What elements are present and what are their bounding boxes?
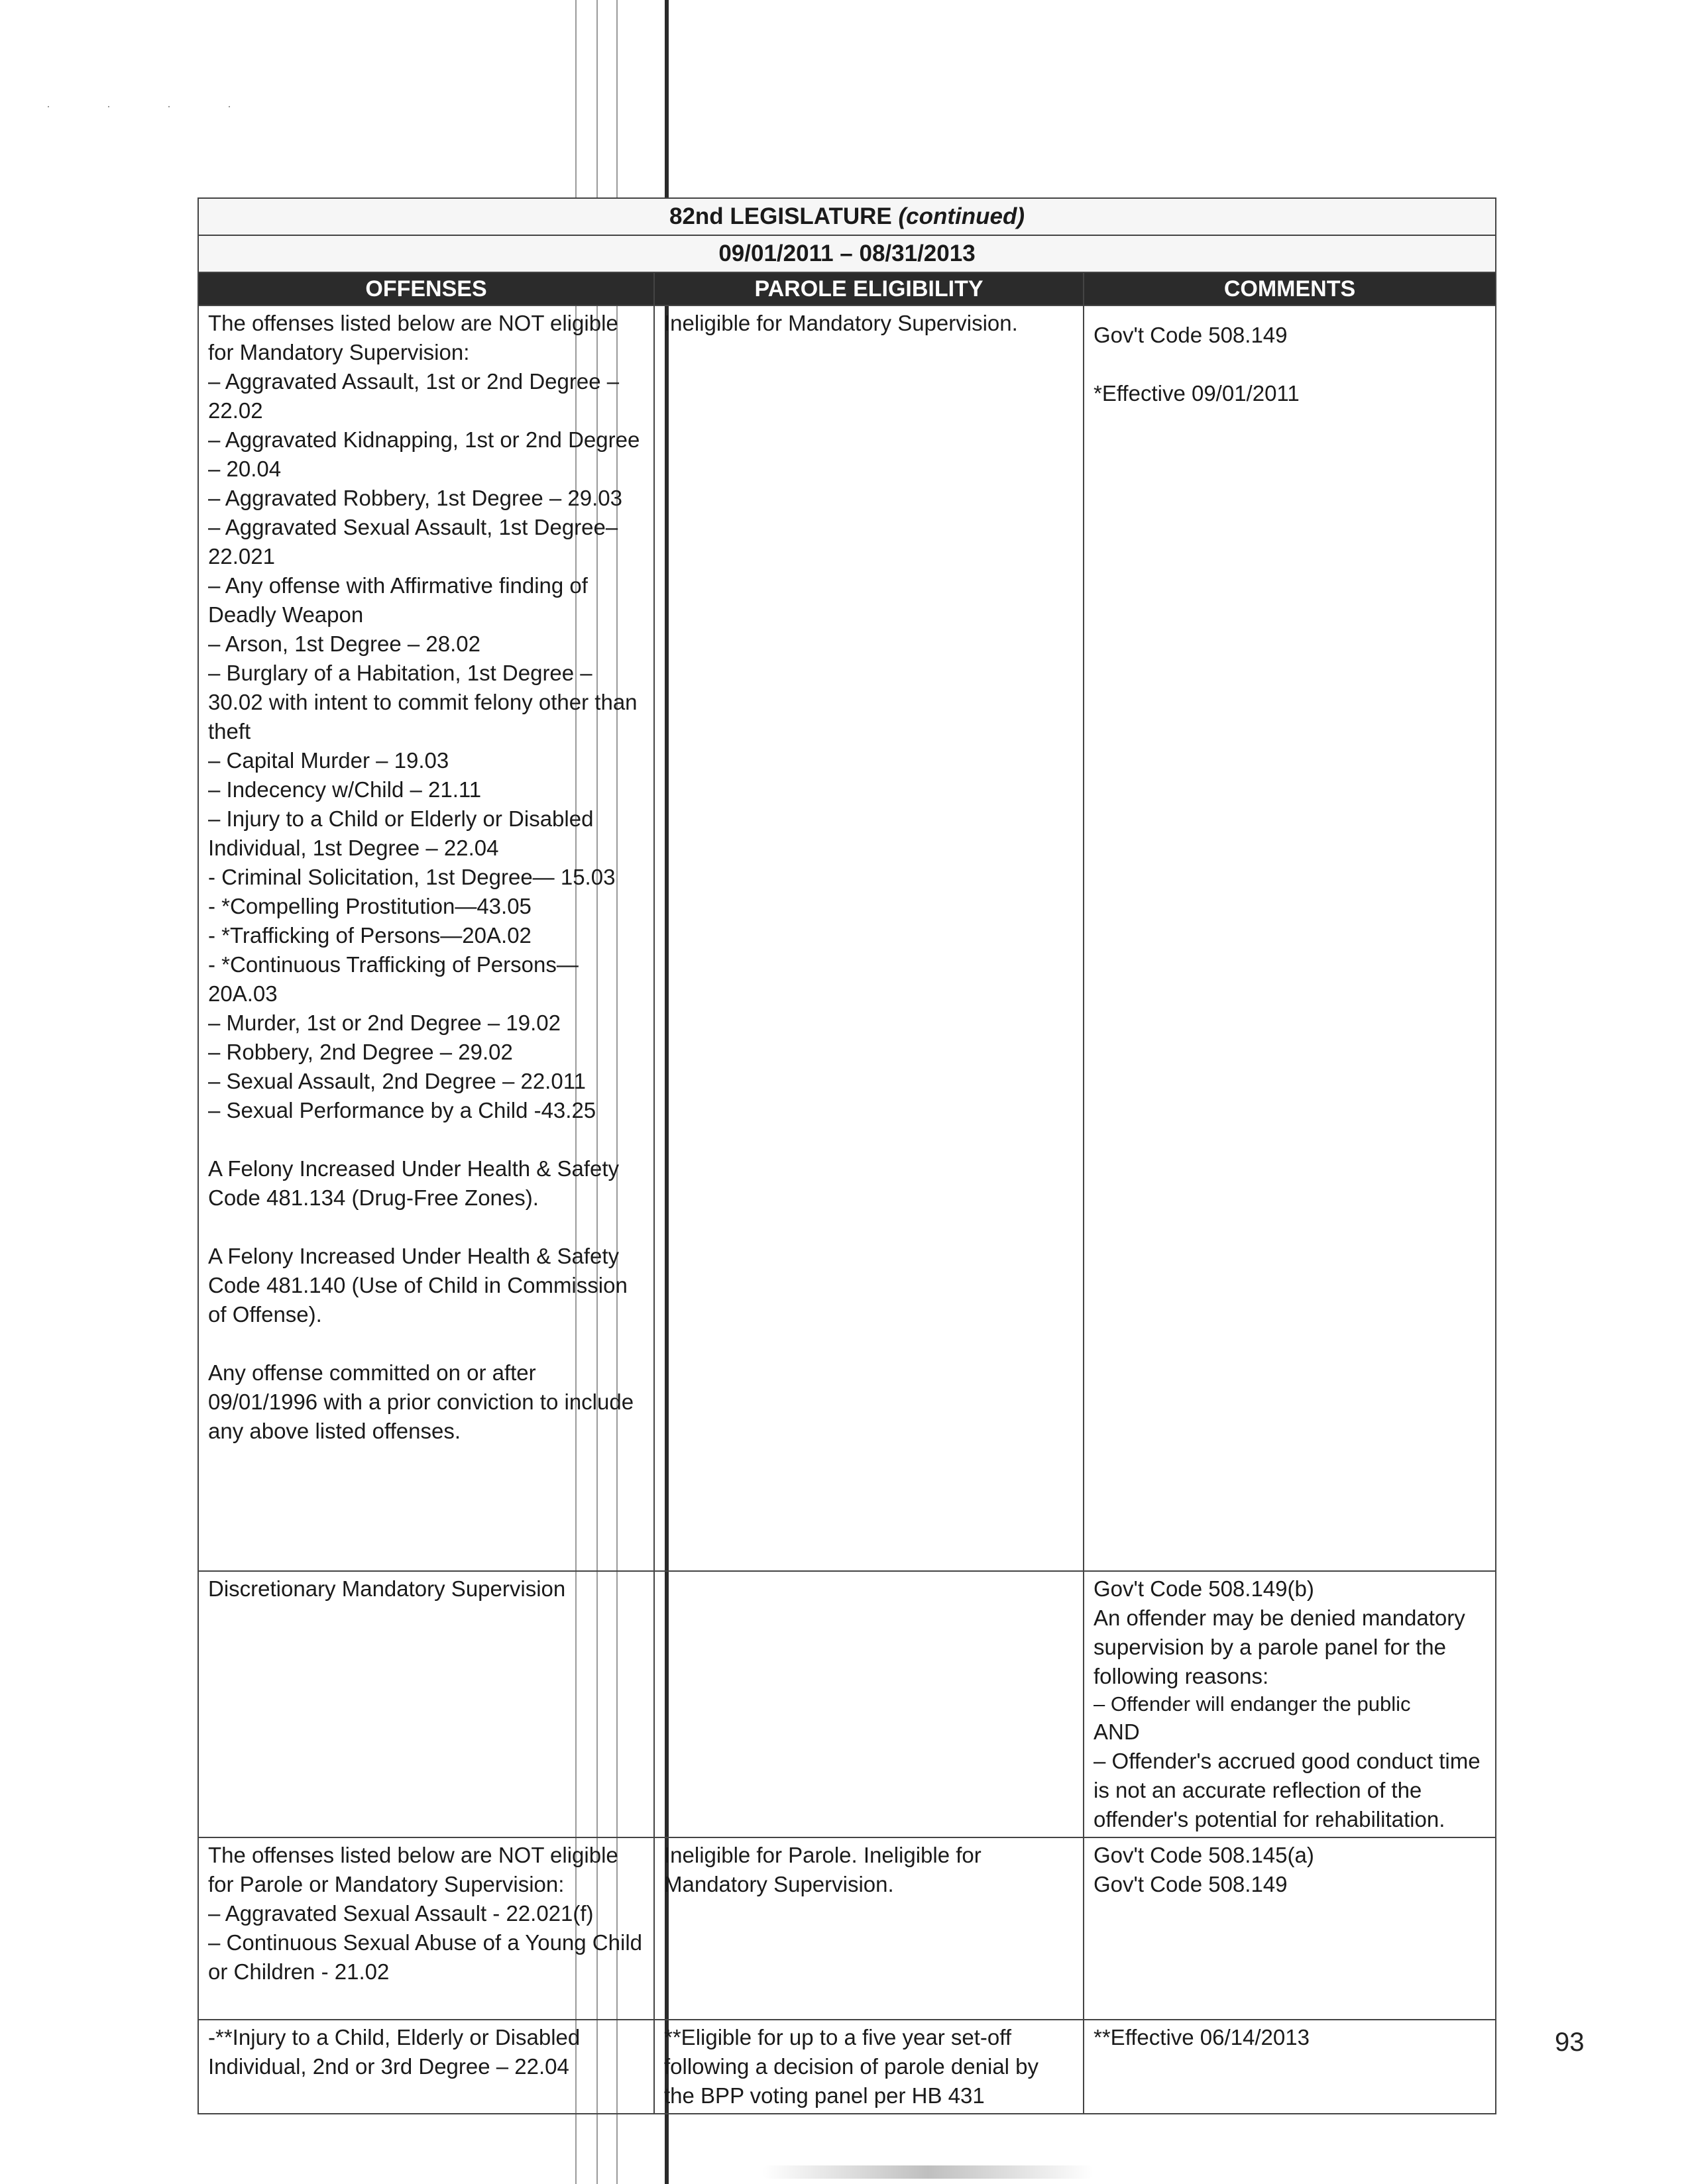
table-row: [198, 2020, 1496, 2114]
spacer: [1094, 350, 1486, 379]
comment-line: Gov't Code 508.149: [1094, 1872, 1288, 1896]
comment-line: *Effective 09/01/2011: [1094, 381, 1300, 406]
offense-item: – Injury to a Child or Elderly or Disabled Individual, 1st Degree – 22.04: [208, 806, 594, 860]
scan-smudge: [762, 2165, 1094, 2179]
column-header-row: [198, 272, 1496, 305]
offense-item: – Arson, 1st Degree – 28.02: [208, 631, 480, 656]
column-header-parole-eligibility: PAROLE ELIGIBILITY: [654, 272, 1084, 305]
title-row: [198, 198, 1496, 235]
offense-item: – Aggravated Sexual Assault - 22.021(f): [208, 1901, 594, 1926]
offense-item: – Murder, 1st or 2nd Degree – 19.02: [208, 1010, 561, 1035]
comments-cell: **Effective 06/14/2013: [1084, 2020, 1496, 2114]
offense-paragraph: A Felony Increased Under Health & Safety Code 481.134 (Drug-Free Zones).: [208, 1156, 620, 1210]
comments-cell: [1084, 1837, 1496, 2020]
title-main: 82nd LEGISLATURE: [669, 203, 899, 229]
offense-item: – Sexual Assault, 2nd Degree – 22.011: [208, 1069, 586, 1093]
comment-line: Gov't Code 508.145(a): [1094, 1843, 1314, 1867]
spacer: [1094, 309, 1486, 321]
offense-item: – Burglary of a Habitation, 1st Degree – 30.02 with intent to commit felony other than theft: [208, 661, 638, 743]
comment-line: Gov't Code 508.149(b): [1094, 1576, 1314, 1601]
offense-item: – Aggravated Robbery, 1st Degree – 29.03: [208, 486, 622, 510]
scan-specks: · · · ·: [46, 99, 258, 113]
offense-item: – Aggravated Sexual Assault, 1st Degree– 22.021: [208, 515, 618, 569]
offense-item: – Any offense with Affirmative finding of Deadly Weapon: [208, 573, 588, 627]
offenses-intro: The offenses listed below are NOT eligible for Mandatory Supervision:: [208, 311, 618, 364]
offenses-intro: The offenses listed below are NOT eligible for Parole or Mandatory Supervision:: [208, 1843, 618, 1896]
legislature-title: [198, 198, 1496, 235]
offense-item: – Aggravated Assault, 1st or 2nd Degree – 22.02: [208, 369, 620, 423]
date-range: 09/01/2011 – 08/31/2013: [198, 235, 1496, 272]
column-header-comments: COMMENTS: [1084, 272, 1496, 305]
offense-item: – Sexual Performance by a Child -43.25: [208, 1098, 596, 1122]
comment-line: – Offender will endanger the public: [1094, 1692, 1411, 1716]
offense-item: - *Continuous Trafficking of Persons— 20A.03: [208, 952, 579, 1006]
offenses-cell: Discretionary Mandatory Supervision: [198, 1571, 654, 1837]
offense-item: – Aggravated Kidnapping, 1st or 2nd Degree – 20.04: [208, 427, 640, 481]
comments-cell: [1084, 305, 1496, 1571]
offenses-cell: [198, 305, 654, 1571]
offense-item: - *Trafficking of Persons—20A.02: [208, 923, 532, 948]
page-number: 93: [1555, 2028, 1585, 2057]
table-row: [198, 305, 1496, 1571]
offense-item: – Continuous Sexual Abuse of a Young Child or Children - 21.02: [208, 1930, 643, 1984]
spacer: [208, 1329, 644, 1358]
offense-item: – Capital Murder – 19.03: [208, 748, 449, 773]
offenses-cell: -**Injury to a Child, Elderly or Disabled Individual, 2nd or 3rd Degree – 22.04: [198, 2020, 654, 2114]
comment-line: – Offender's accrued good conduct time is not an accurate reflection of the offender's potential for rehabilitation.: [1094, 1749, 1481, 1831]
comments-cell: [1084, 1571, 1496, 1837]
parole-eligibility-cell: Ineligible for Mandatory Supervision.: [654, 305, 1084, 1571]
offense-item: – Robbery, 2nd Degree – 29.02: [208, 1040, 513, 1064]
offense-item: - *Compelling Prostitution—43.05: [208, 894, 532, 918]
comment-line: Gov't Code 508.149: [1094, 323, 1288, 347]
offense-item: - Criminal Solicitation, 1st Degree— 15.03: [208, 865, 616, 889]
spacer: [208, 1213, 644, 1242]
title-continued: (continued): [898, 203, 1025, 229]
parole-eligibility-cell: **Eligible for up to a five year set-off following a decision of parole denial by the BPP voting panel per HB 431: [654, 2020, 1084, 2114]
column-header-offenses: OFFENSES: [198, 272, 654, 305]
comment-line: An offender may be denied mandatory supervision by a parole panel for the following reasons:: [1094, 1606, 1465, 1688]
parole-eligibility-cell: [654, 1571, 1084, 1837]
offense-item: – Indecency w/Child – 21.11: [208, 777, 482, 802]
legislature-table: [197, 197, 1496, 2114]
spacer: [208, 1125, 644, 1154]
comment-line: AND: [1094, 1720, 1140, 1744]
table-row: [198, 1571, 1496, 1837]
parole-eligibility-cell: Ineligible for Parole. Ineligible for Mandatory Supervision.: [654, 1837, 1084, 2020]
offenses-cell: [198, 1837, 654, 2020]
offense-paragraph: A Felony Increased Under Health & Safety Code 481.140 (Use of Child in Commission of Offense).: [208, 1244, 628, 1327]
table-row: [198, 1837, 1496, 2020]
offense-paragraph: Any offense committed on or after 09/01/1996 with a prior conviction to include any above listed offenses.: [208, 1360, 634, 1443]
date-row: [198, 235, 1496, 272]
